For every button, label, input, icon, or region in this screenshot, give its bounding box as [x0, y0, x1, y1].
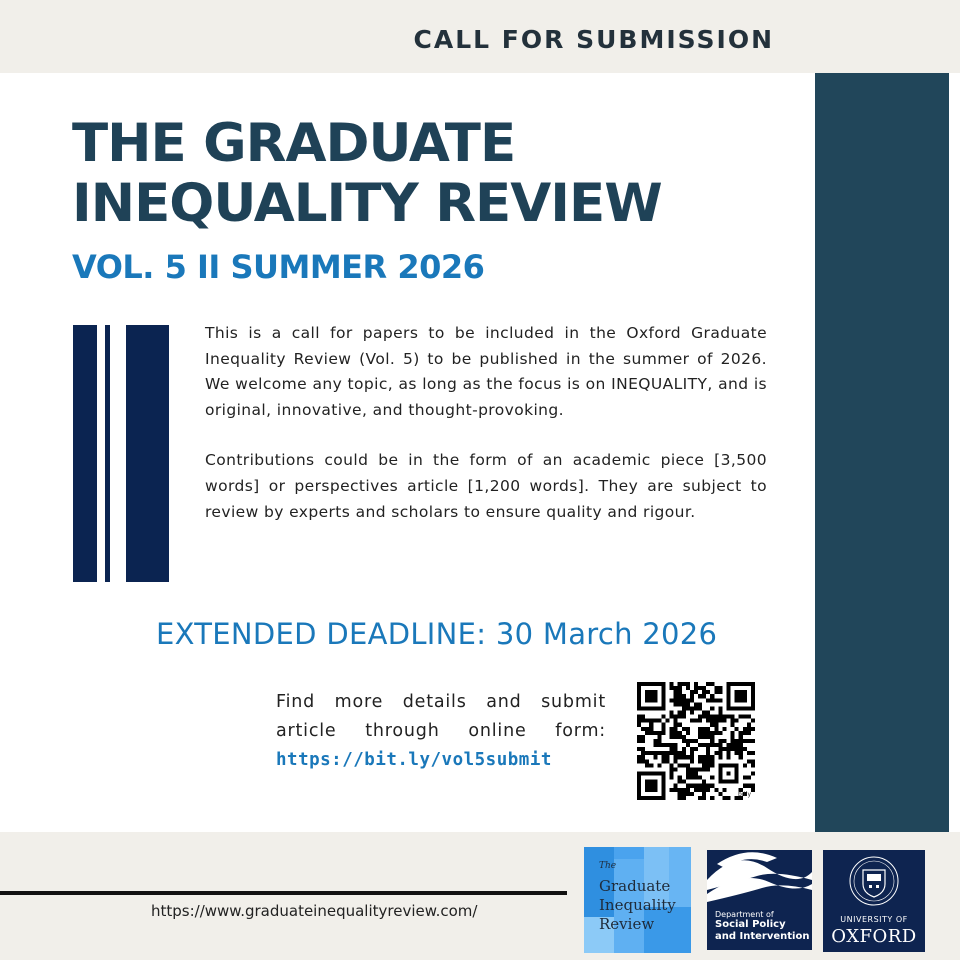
- decorative-side-bar: [815, 73, 949, 832]
- description-paragraph-1: This is a call for papers to be included in the Oxford Graduate Inequality Review (Vol. 5) to be published in the summer of 2026. We welcome any topic, as long as the focus is on INEQUALITY, and is original, innovative, and thought-provoking.: [205, 324, 767, 419]
- dspi-logo: [707, 850, 812, 950]
- decorative-stripes: [73, 325, 178, 582]
- dspi-wave-icon: [707, 850, 812, 908]
- call-description: [205, 321, 767, 525]
- volume-subtitle: VOL. 5 II SUMMER 2026: [72, 248, 485, 286]
- graduate-inequality-review-logo: [584, 847, 691, 953]
- qr-code[interactable]: [637, 682, 755, 800]
- oxford-crest-icon: [823, 850, 925, 912]
- description-paragraph-2: Contributions could be in the form of an academic piece [3,500 words] or perspectives article [1,200 words]. They are subject to review by experts and scholars to ensure quality and rigour.: [205, 451, 767, 521]
- website-url[interactable]: https://www.graduateinequalityreview.com/: [151, 902, 478, 920]
- logo-gir-line-2: Inequality: [599, 896, 676, 914]
- submission-details: [276, 688, 606, 775]
- title-line-1: THE GRADUATE: [72, 113, 516, 174]
- qr-brand-tag: bitly: [738, 791, 752, 798]
- logo-gir-line-1: Graduate: [599, 877, 671, 895]
- submission-link[interactable]: https://bit.ly/vol5submit: [276, 750, 552, 770]
- deadline-text: EXTENDED DEADLINE: 30 March 2026: [156, 617, 718, 651]
- oxford-line-1: UNIVERSITY OF: [840, 915, 908, 924]
- dspi-line-2: Social Policy: [715, 919, 786, 930]
- oxford-line-2: OXFORD: [831, 926, 917, 947]
- page-title: [72, 114, 662, 234]
- title-line-2: INEQUALITY REVIEW: [72, 173, 662, 234]
- dspi-line-1: Department of: [715, 910, 774, 919]
- footer-rule: [0, 891, 567, 895]
- logo-gir-the: The: [599, 861, 617, 871]
- footer-band: [0, 832, 960, 960]
- submission-instructions: Find more details and submit article through online form:: [276, 692, 606, 741]
- university-of-oxford-logo: [823, 850, 925, 952]
- logo-gir-line-3: Review: [599, 915, 655, 933]
- call-for-submission-heading: CALL FOR SUBMISSION: [413, 25, 774, 54]
- dspi-line-3: and Intervention: [715, 931, 810, 942]
